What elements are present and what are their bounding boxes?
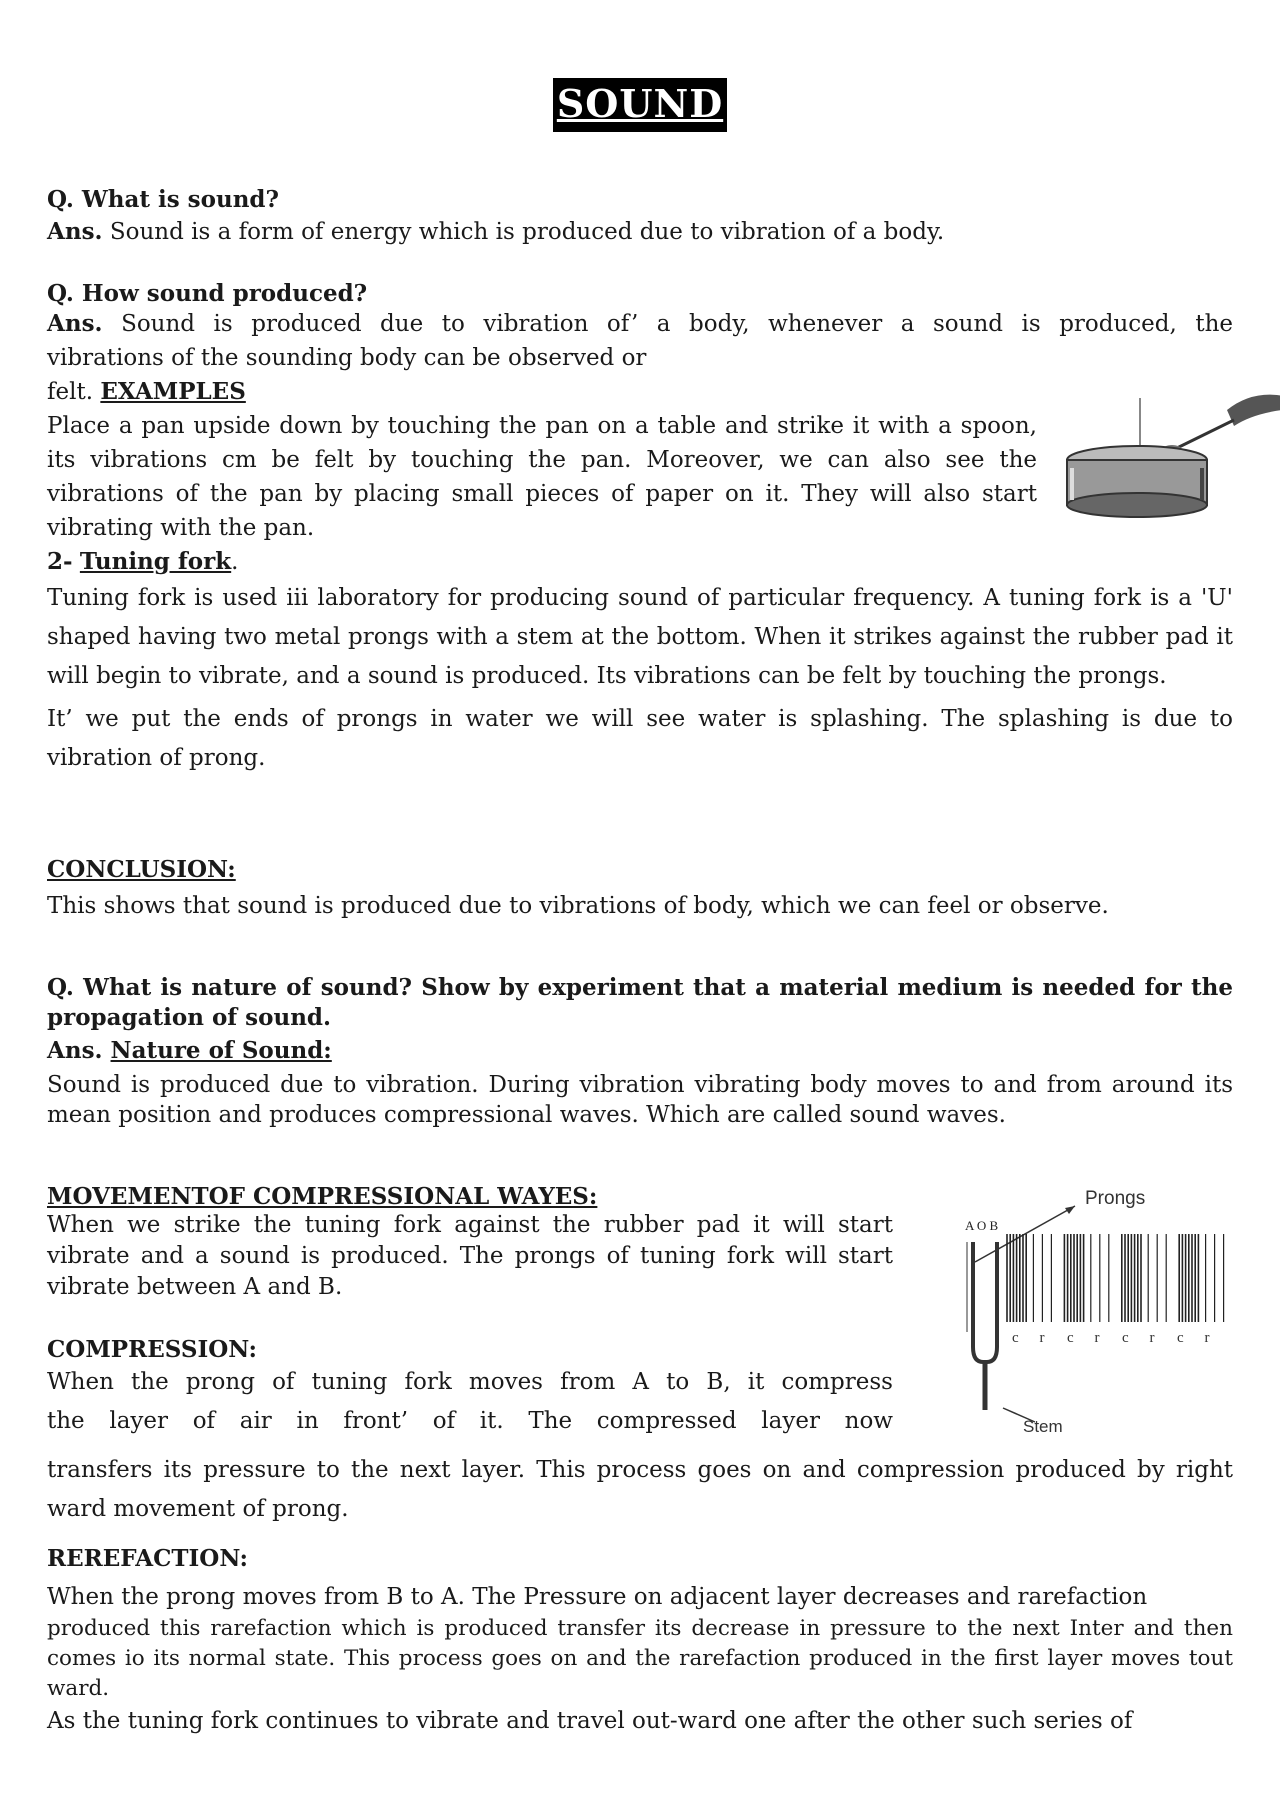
nature-text: Sound is produced due to vibration. During vibration vibrating body moves to and from around its mean position and produces compressional waves. Which are called sound waves. — [47, 1072, 1233, 1128]
cr-label: c — [1177, 1330, 1184, 1346]
tuning-fork-diagram — [915, 1182, 1233, 1456]
nature-heading: Nature of Sound: — [110, 1037, 332, 1064]
prongs-label: Prongs — [1085, 1188, 1146, 1209]
rarefaction-line1: When the prong moves from B to A. The Pressure on adjacent layer decreases and rarefaction — [47, 1584, 1148, 1610]
title-container — [47, 78, 1233, 132]
q1-question: Q. What is sound? — [47, 186, 279, 213]
q1-ans-label: Ans. — [47, 218, 103, 245]
cr-label: r — [1204, 1330, 1210, 1346]
tuning-fork-number: 2- — [47, 548, 73, 575]
q1-answer-text: Sound is a form of energy which is produced due to vibration of a body. — [109, 219, 945, 245]
movement-section — [47, 1183, 893, 1303]
water-text: It’ we put the ends of prongs in water we will see water is splashing. The splashing is due to vibration of prong. — [47, 706, 1233, 771]
cr-label: r — [1039, 1330, 1045, 1346]
aob-label: A O B — [965, 1218, 999, 1233]
wave-bars — [1007, 1234, 1224, 1322]
compression-heading: COMPRESSION: — [47, 1336, 257, 1363]
pan-and-spoon-illustration — [1052, 390, 1280, 530]
prongs-arrow — [975, 1206, 1075, 1262]
q2-answer-line2: vibrations of the sounding body can be observed or — [47, 345, 647, 371]
cr-label: c — [1012, 1330, 1019, 1346]
compression-text2: the layer of air in front’ of it. The compressed layer now — [47, 1408, 893, 1434]
compression-section — [47, 1336, 893, 1441]
conclusion-section — [47, 856, 1233, 923]
compression-continued — [47, 1451, 1233, 1529]
cr-label: r — [1149, 1330, 1155, 1346]
cr-labels — [1012, 1330, 1210, 1346]
compression-text3: transfers its pressure to the next layer. This process goes on and compression produced by right ward movement of prong. — [47, 1457, 1233, 1522]
tuning-fork-text: Tuning fork is used iii laboratory for producing sound of particular frequency. A tuning fork is a 'U' shaped having two metal prongs with a stem at the bottom. When it strikes against the rubber pad it will begin to vibrate, and a sound is produced. Its vibrations can be felt by touching the prongs. — [47, 585, 1233, 689]
pan-figure — [1052, 390, 1280, 534]
stem-label: Stem — [1023, 1417, 1063, 1436]
movement-text: When we strike the tuning fork against the rubber pad it will start vibrate and a sound is produced. The prongs of tuning fork will start vibrate between A and B. — [47, 1212, 893, 1300]
q2-felt-text: felt. — [47, 379, 94, 405]
q2-answer-line1 — [47, 307, 1233, 341]
rarefaction-last: As the tuning fork continues to vibrate and travel out-ward one after the other such series of — [47, 1708, 1133, 1734]
q1-section — [47, 186, 1233, 249]
fork-prongs — [973, 1242, 997, 1362]
rarefaction-section — [47, 1545, 1233, 1738]
cr-label: c — [1122, 1330, 1129, 1346]
q2-answer-line1-text: Sound is produced due to vibration of’ a body, whenever a sound is produced, the — [121, 311, 1234, 337]
q1-answer — [47, 215, 1233, 249]
example-pan-text: Place a pan upside down by touching the pan on a table and strike it with a spoon, its vibrations cm be felt by touching the pan. Moreover, we can also see the vibrations of the pan by placing small pieces of paper on it. They will also start vibrating with the pan. — [47, 413, 1037, 541]
q3-section — [47, 973, 1233, 1130]
cr-label: r — [1094, 1330, 1100, 1346]
movement-heading: MOVEMENTOF COMPRESSIONAL WAYES: — [47, 1183, 598, 1210]
conclusion-text: This shows that sound is produced due to vibrations of body, which we can feel or observe. — [47, 893, 1109, 919]
rarefaction-heading: REREFACTION: — [47, 1545, 249, 1572]
nature-heading-line — [47, 1037, 1233, 1064]
q2-question: Q. How sound produced? — [47, 280, 368, 307]
tuning-fork-heading-line: 2- Tuning fork. — [47, 548, 239, 575]
examples-heading: EXAMPLES — [100, 378, 246, 405]
conclusion-heading: CONCLUSION: — [47, 856, 236, 883]
page-title: SOUND — [553, 78, 727, 132]
tuning-fork-heading: Tuning fork — [79, 548, 232, 575]
cr-label: c — [1067, 1330, 1074, 1346]
compression-text1: When the prong of tuning fork moves from A to B, it compress — [47, 1369, 893, 1395]
prongs-arrowhead — [1065, 1206, 1075, 1214]
q3-question: Q. What is nature of sound? Show by experiment that a material medium is needed for the propagation of sound. — [47, 974, 1233, 1031]
compressional-waves-illustration — [915, 1182, 1233, 1452]
q3-ans-label: Ans. — [47, 1037, 103, 1064]
rarefaction-rest: produced this rarefaction which is produced transfer its decrease in pressure to the next Inter and then comes io its normal state. This process goes on and the rarefaction produced in the first layer moves tout ward. — [47, 1616, 1233, 1701]
q2-ans-label: Ans. — [47, 310, 103, 337]
